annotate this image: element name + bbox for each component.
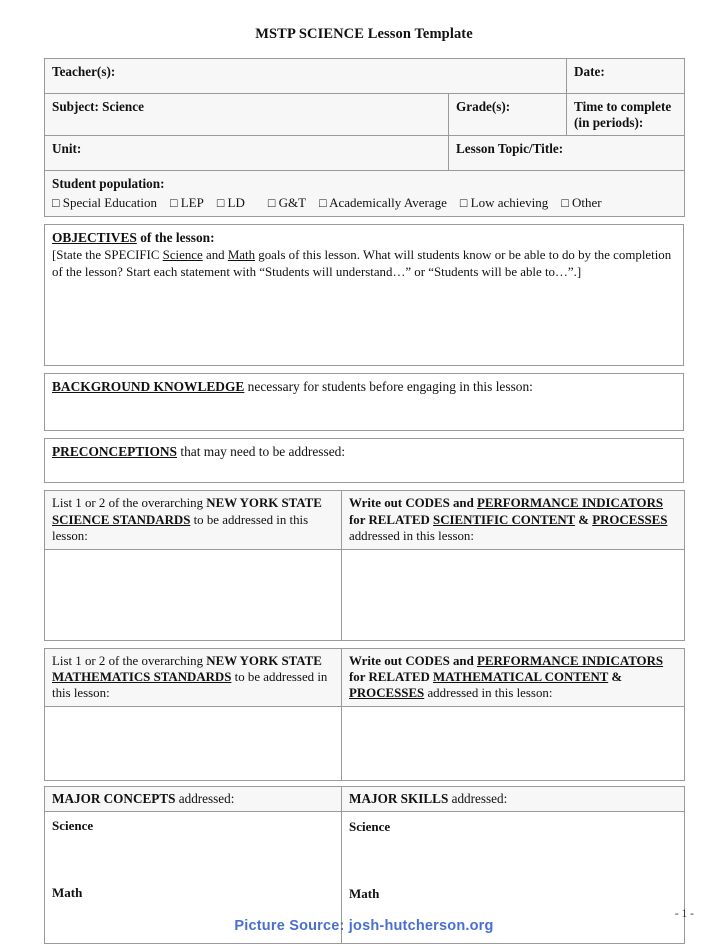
option-label: Academically Average	[329, 194, 447, 210]
major-concepts-rest: addressed:	[175, 790, 235, 806]
header-info-table	[44, 58, 685, 217]
teacher-label: Teacher(s):	[52, 64, 116, 79]
sci-right-t3: for RELATED	[349, 512, 434, 527]
preconceptions-box[interactable]	[44, 438, 684, 483]
math-right-t5: &	[608, 669, 623, 684]
sci-right-t1: Write out CODES and	[349, 496, 477, 511]
sci-left-t3: SCIENCE STANDARDS	[52, 512, 191, 527]
background-knowledge-box[interactable]	[44, 373, 684, 431]
student-population-cell	[45, 171, 685, 217]
student-population-label: Student population:	[52, 176, 165, 192]
table-row	[45, 171, 685, 217]
math-standards-left-input[interactable]	[45, 706, 342, 780]
major-concepts-header	[45, 786, 342, 812]
sci-right-t6: PROCESSES	[592, 512, 668, 527]
table-row	[45, 549, 685, 640]
objectives-text-science: Science	[162, 247, 203, 262]
science-standards-right-input[interactable]	[342, 549, 685, 640]
grades-cell[interactable]	[449, 94, 567, 136]
population-option-academically-average[interactable]	[319, 195, 447, 210]
checkbox-icon[interactable]: □	[52, 195, 60, 210]
objectives-heading	[52, 229, 675, 246]
sci-left-t2: NEW YORK STATE	[206, 496, 322, 511]
science-standards-left-input[interactable]	[45, 549, 342, 640]
objectives-text-c: goals of this lesson. What will students know or be able to do by the completion of the lesson? Start each statement with “Students will understand…” or “Students will be able to…”.]	[52, 247, 672, 279]
population-option-other[interactable]	[561, 195, 601, 210]
checkbox-icon[interactable]: □	[169, 195, 178, 210]
major-concepts-science-label: Science	[52, 818, 94, 834]
subject-label: Subject: Science	[52, 99, 144, 114]
objectives-text-math: Math	[227, 247, 256, 262]
option-label: G&T	[278, 194, 307, 210]
major-skills-header	[342, 786, 685, 812]
major-skills-science-label: Science	[349, 819, 391, 835]
table-row	[45, 136, 685, 171]
major-skills-rest: addressed:	[448, 790, 508, 806]
math-left-t4: to be addressed in this lesson:	[52, 669, 328, 701]
checkbox-icon[interactable]: □	[561, 195, 569, 210]
checkbox-icon[interactable]: □	[459, 195, 468, 210]
table-row	[45, 648, 685, 706]
math-left-t1: List 1 or 2 of the overarching	[52, 653, 207, 668]
checkbox-icon[interactable]: □	[216, 195, 225, 210]
background-knowledge-heading-rest: necessary for students before engaging in this lesson:	[244, 379, 533, 395]
background-knowledge-heading	[52, 378, 675, 395]
checkbox-icon[interactable]: □	[319, 195, 327, 210]
math-standards-right-input[interactable]	[342, 706, 685, 780]
lesson-template-sheet	[44, 58, 684, 944]
objectives-box[interactable]	[44, 224, 684, 366]
picture-source-caption: Picture Source: josh-hutcherson.org	[234, 918, 494, 934]
checkbox-icon[interactable]: □	[267, 195, 276, 210]
math-right-t7: addressed in this lesson:	[424, 686, 553, 701]
lesson-topic-cell[interactable]	[449, 136, 685, 171]
background-knowledge-heading-strong: BACKGROUND KNOWLEDGE	[52, 379, 245, 395]
time-to-complete-cell[interactable]	[567, 94, 685, 136]
option-label: LEP	[180, 194, 204, 210]
math-standards-left-header	[45, 648, 342, 706]
objectives-text-b: and	[202, 247, 228, 262]
science-standards-right-header	[342, 491, 685, 549]
time-to-complete-label: Time to complete (in periods):	[574, 99, 672, 130]
page-number: - 1 -	[674, 908, 694, 920]
option-label: Other	[571, 194, 602, 210]
preconceptions-heading-rest: that may need to be addressed:	[177, 444, 346, 460]
sci-right-t2: PERFORMANCE INDICATORS	[476, 496, 664, 511]
major-concepts-math-label: Math	[52, 884, 83, 900]
math-right-t2: PERFORMANCE INDICATORS	[476, 653, 664, 668]
math-right-t3: for RELATED	[349, 669, 434, 684]
sci-right-t5: &	[575, 512, 593, 527]
student-population-options	[52, 195, 684, 211]
population-option-low-achieving[interactable]	[460, 195, 548, 210]
table-row	[45, 94, 685, 136]
page-title: MSTP SCIENCE Lesson Template	[255, 26, 473, 42]
objectives-heading-strong: OBJECTIVES	[52, 230, 137, 246]
population-option-special-education[interactable]	[52, 195, 157, 210]
sci-right-t7: addressed in this lesson:	[349, 529, 474, 544]
math-right-t6: PROCESSES	[349, 686, 425, 701]
unit-cell[interactable]	[45, 136, 449, 171]
population-option-lep[interactable]	[170, 195, 204, 210]
table-row	[45, 706, 685, 780]
major-concepts-strong: MAJOR CONCEPTS	[52, 790, 176, 806]
objectives-text-a: [State the SPECIFIC	[52, 247, 163, 262]
date-label: Date:	[574, 64, 605, 79]
sci-left-t4: to be addressed in this lesson:	[52, 512, 309, 544]
math-left-t2: NEW YORK STATE	[206, 653, 322, 668]
math-right-t4: MATHEMATICAL CONTENT	[433, 669, 609, 684]
math-standards-table	[44, 648, 685, 781]
table-row	[45, 786, 685, 812]
math-left-t3: MATHEMATICS STANDARDS	[52, 669, 232, 684]
sci-left-t1: List 1 or 2 of the overarching	[52, 496, 207, 511]
math-standards-right-header	[342, 648, 685, 706]
population-option-ld[interactable]	[217, 195, 245, 210]
lesson-topic-label: Lesson Topic/Title:	[456, 141, 564, 157]
teacher-cell[interactable]	[45, 59, 567, 94]
major-skills-math-label: Math	[349, 885, 380, 901]
unit-label: Unit:	[52, 141, 82, 157]
math-right-t1: Write out CODES and	[349, 653, 477, 668]
objectives-instructions	[52, 247, 675, 281]
objectives-heading-rest: of the lesson:	[136, 230, 215, 246]
subject-cell[interactable]	[45, 94, 449, 136]
preconceptions-heading-strong: PRECONCEPTIONS	[52, 444, 177, 460]
table-row	[45, 59, 685, 94]
preconceptions-heading	[52, 443, 675, 460]
science-standards-left-header	[45, 491, 342, 549]
grades-label: Grade(s):	[456, 99, 511, 114]
option-label: Special Education	[62, 194, 157, 210]
population-option-gt[interactable]	[268, 195, 306, 210]
option-label: Low achieving	[470, 194, 549, 210]
sci-right-t4: SCIENTIFIC CONTENT	[433, 512, 576, 527]
date-cell[interactable]	[567, 59, 685, 94]
table-row	[45, 491, 685, 549]
major-skills-strong: MAJOR SKILLS	[349, 790, 449, 806]
science-standards-table	[44, 490, 685, 640]
option-label: LD	[227, 194, 245, 210]
